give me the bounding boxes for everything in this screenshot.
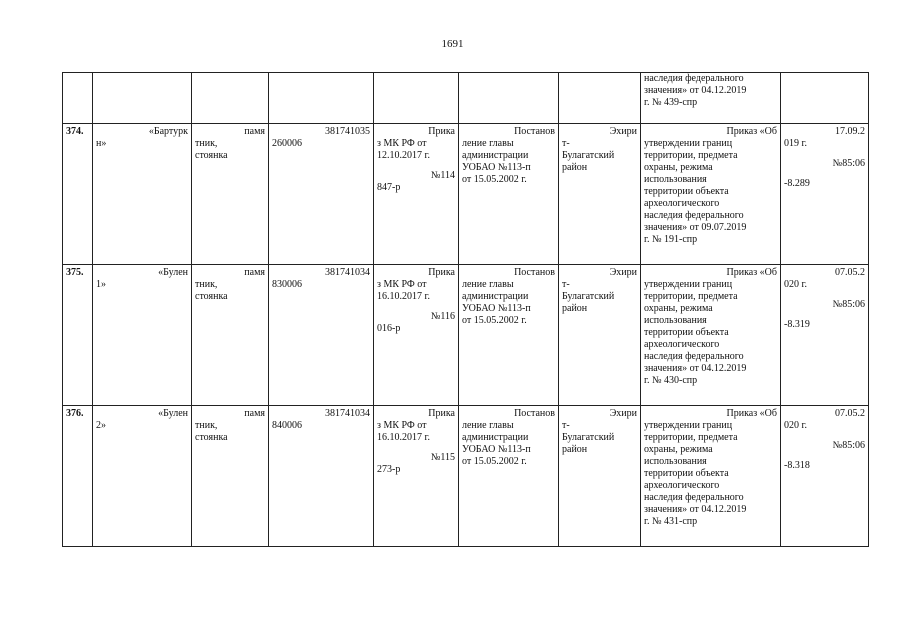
cell-line: -8.319 [784,319,810,330]
cell-line: значения» от 09.07.2019 [644,222,747,233]
cell-line: значения» от 04.12.2019 [644,363,747,374]
cell-line: Приказ «Об [726,267,777,278]
cell-line: стоянка [195,291,228,302]
cell-line: Постанов [514,126,555,137]
cell-line: охраны, режима [644,444,713,455]
cell-line: УОБАО №113-п [462,303,531,314]
cell-mk [374,124,459,265]
cell-line: 847-р [377,182,401,193]
order-line: значения» от 04.12.2019 [644,85,747,96]
cell-line: ление главы [462,138,514,149]
cell-line: Приказ «Об [726,408,777,419]
cell-line: 07.05.2 [835,267,865,278]
cell-line: УОБАО №113-п [462,444,531,455]
cell-order [641,73,781,124]
cell-line: 020 г. [784,279,807,290]
cell-line: тник, [195,138,218,149]
cell-line: 016-р [377,323,401,334]
cell-line: -8.289 [784,178,810,189]
cell-line: 840006 [272,420,302,431]
order-line: г. № 439-спр [644,97,698,108]
cell-post [459,406,559,547]
cell-line: г. № 430-спр [644,375,698,386]
cell-line: наследия федерального [644,492,744,503]
cell-line: 381741034 [325,267,370,278]
cell-line: 2» [96,420,106,431]
cell-post [459,73,559,124]
cell-line: т- [562,138,570,149]
cell-line: «Бартурк [148,126,188,137]
cell-line: археологического [644,339,720,350]
cell-line: администрации [462,432,529,443]
cell-line: з МК РФ от [377,279,427,290]
cell-line: «Булен [158,267,188,278]
cell-line: утверждении границ [644,420,733,431]
cell-line: 16.10.2017 г. [377,432,430,443]
cell-line: утверждении границ [644,279,733,290]
table-row [63,406,869,547]
cell-line: г. № 191-спр [644,234,698,245]
cell-line: охраны, режима [644,162,713,173]
cell-line: стоянка [195,432,228,443]
cell-line: 12.10.2017 г. [377,150,430,161]
cell-mk [374,265,459,406]
cell-line: з МК РФ от [377,420,427,431]
cell-line: з МК РФ от [377,138,427,149]
cell-line: утверждении границ [644,138,733,149]
cell-line: т- [562,279,570,290]
cell-line: Эхири [609,267,637,278]
cell-num [63,265,93,406]
cell-line: Булагатский [562,150,615,161]
cell-loc [559,124,641,265]
cell-line: №85:06 [832,299,865,310]
cell-line: Прика [428,408,455,419]
cell-line: территории объекта [644,186,729,197]
cell-type [192,406,269,547]
cell-line: н» [96,138,107,149]
cell-line: район [562,444,588,455]
cell-line: 260006 [272,138,302,149]
cell-line: тник, [195,420,218,431]
cell-loc [559,73,641,124]
cell-post [459,124,559,265]
cell-line: 16.10.2017 г. [377,291,430,302]
cell-line: территории, предмета [644,291,738,302]
row-number: 374. [66,126,84,137]
cell-line: Булагатский [562,432,615,443]
cell-name [93,124,192,265]
cell-type [192,73,269,124]
cell-order [641,265,781,406]
cell-line: стоянка [195,150,228,161]
cell-line: ление главы [462,279,514,290]
table-row [63,265,869,406]
continuation-row [63,73,869,124]
cell-line: территории, предмета [644,150,738,161]
cell-line: наследия федерального [644,210,744,221]
cell-line: 273-р [377,464,401,475]
cell-line: Постанов [514,267,555,278]
page-number: 1691 [441,38,464,50]
cell-line: №85:06 [832,158,865,169]
cell-name [93,406,192,547]
cell-line: Эхири [609,408,637,419]
cell-line: памя [244,267,265,278]
cell-reg [269,73,374,124]
cell-line: УОБАО №113-п [462,162,531,173]
cell-loc [559,406,641,547]
cell-line: значения» от 04.12.2019 [644,504,747,515]
cell-mk [374,406,459,547]
cell-line: археологического [644,480,720,491]
cell-line: памя [244,126,265,137]
cell-last [781,406,869,547]
row-number: 375. [66,267,84,278]
cell-num [63,124,93,265]
cell-line: тник, [195,279,218,290]
cell-num [63,406,93,547]
cell-post [459,265,559,406]
cell-line: -8.318 [784,460,810,471]
cell-line: 07.05.2 [835,408,865,419]
cell-name [93,73,192,124]
cell-loc [559,265,641,406]
cell-line: 830006 [272,279,302,290]
cell-line: 020 г. [784,420,807,431]
cell-line: Эхири [609,126,637,137]
cell-line: от 15.05.2002 г. [462,174,527,185]
cell-line: охраны, режима [644,303,713,314]
cell-line: №114 [430,170,455,181]
cell-line: Прика [428,267,455,278]
cell-line: №116 [430,311,455,322]
cell-line: Приказ «Об [726,126,777,137]
cell-line: 1» [96,279,106,290]
cell-line: №85:06 [832,440,865,451]
cell-line: от 15.05.2002 г. [462,456,527,467]
cell-type [192,124,269,265]
cell-type [192,265,269,406]
cell-last [781,73,869,124]
cell-line: использования [644,174,707,185]
cell-line: Булагатский [562,291,615,302]
cell-line: г. № 431-спр [644,516,698,527]
order-line: наследия федерального [644,73,744,84]
cell-line: администрации [462,150,529,161]
cell-last [781,265,869,406]
cell-line: ление главы [462,420,514,431]
cell-line: т- [562,420,570,431]
cell-name [93,265,192,406]
cell-line: 381741035 [325,126,370,137]
cell-order [641,124,781,265]
cell-line: «Булен [158,408,188,419]
heritage-registry-table [62,72,869,547]
cell-line: территории, предмета [644,432,738,443]
cell-line: 019 г. [784,138,807,149]
row-number: 376. [66,408,84,419]
cell-line: археологического [644,198,720,209]
cell-reg [269,124,374,265]
cell-line: использования [644,456,707,467]
cell-mk [374,73,459,124]
cell-line: наследия федерального [644,351,744,362]
cell-line: администрации [462,291,529,302]
table-row [63,124,869,265]
cell-order [641,406,781,547]
cell-line: 381741034 [325,408,370,419]
cell-line: от 15.05.2002 г. [462,315,527,326]
cell-line: район [562,162,588,173]
cell-line: памя [244,408,265,419]
cell-line: Постанов [514,408,555,419]
cell-line: территории объекта [644,327,729,338]
cell-line: использования [644,315,707,326]
cell-num [63,73,93,124]
cell-line: №115 [430,452,455,463]
cell-line: территории объекта [644,468,729,479]
cell-reg [269,406,374,547]
cell-line: 17.09.2 [835,126,865,137]
cell-line: район [562,303,588,314]
cell-last [781,124,869,265]
cell-reg [269,265,374,406]
cell-line: Прика [428,126,455,137]
